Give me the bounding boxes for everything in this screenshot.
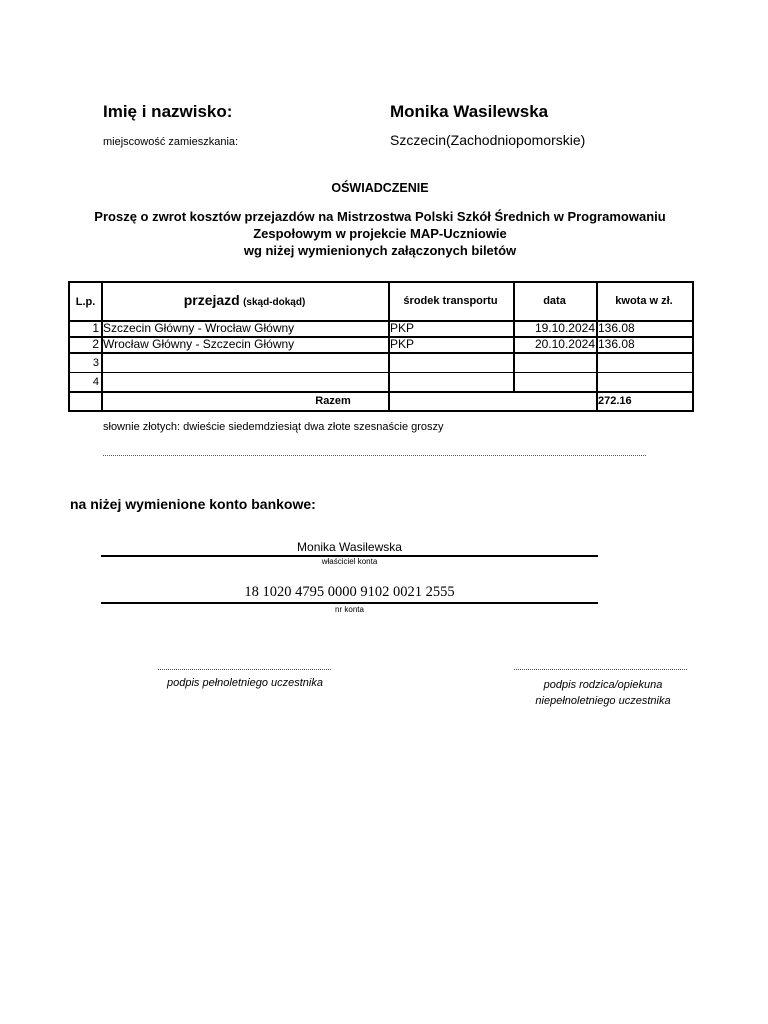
city-value: Szczecin(Zachodniopomorskie) bbox=[390, 132, 586, 148]
total-value: 272.16 bbox=[598, 395, 632, 407]
table-cell-lp: 1 bbox=[92, 321, 99, 335]
table-cell-route: Szczecin Główny - Wrocław Główny bbox=[103, 321, 295, 335]
table-cell-amount: 136.08 bbox=[598, 337, 635, 351]
header-transport: środek transportu bbox=[403, 295, 498, 307]
header-route-main: przejazd bbox=[183, 292, 240, 308]
table-cell-route: Wrocław Główny - Szczecin Główny bbox=[103, 337, 295, 351]
table-cell-transport: PKP bbox=[390, 321, 415, 335]
tickets-table bbox=[68, 281, 694, 412]
header-amount: kwota w zł. bbox=[615, 295, 673, 307]
account-number-value: 18 1020 4795 0000 9102 0021 2555 bbox=[244, 584, 455, 600]
participant-signature-line bbox=[158, 669, 331, 670]
total-label: Razem bbox=[315, 395, 351, 407]
account-owner-caption: właściciel konta bbox=[321, 557, 378, 566]
account-number-caption: nr konta bbox=[335, 605, 364, 614]
table-cell-amount: 136.08 bbox=[598, 321, 635, 335]
header-route-sub: (skąd-dokąd) bbox=[243, 297, 306, 308]
participant-signature-caption: podpis pełnoletniego uczestnika bbox=[167, 677, 323, 689]
intro-line-1: Proszę o zwrot kosztów przejazdów na Mistrzostwa Polski Szkół Średnich w Programowaniu bbox=[94, 209, 666, 224]
table-cell-lp: 2 bbox=[92, 337, 99, 351]
account-number-rule bbox=[101, 602, 598, 604]
table-cell-lp: 4 bbox=[92, 376, 99, 388]
header-lp: L.p. bbox=[75, 296, 96, 308]
header-date: data bbox=[543, 295, 566, 307]
name-value: Monika Wasilewska bbox=[390, 102, 549, 121]
intro-line-3: wg niżej wymienionych załączonych biletów bbox=[243, 243, 517, 258]
guardian-signature-caption bbox=[488, 677, 718, 709]
row-divider bbox=[70, 372, 692, 373]
table-cell-date: 19.10.2024 bbox=[534, 321, 595, 335]
intro-line-2: Zespołowym w projekcie MAP-Uczniowie bbox=[253, 226, 507, 241]
row-divider bbox=[70, 391, 692, 393]
header-route bbox=[101, 292, 388, 308]
table-cell-date: 20.10.2024 bbox=[534, 337, 595, 351]
amount-in-words: słownie złotych: dwieście siedemdziesiąt dwa złote szesnaście groszy bbox=[103, 421, 444, 433]
guardian-signature-line bbox=[514, 669, 687, 670]
name-label: Imię i nazwisko: bbox=[103, 102, 233, 121]
guardian-caption-line-2: niepełnoletniego uczestnika bbox=[535, 695, 671, 707]
table-cell-transport: PKP bbox=[390, 337, 415, 351]
bank-heading: na niżej wymienione konto bankowe: bbox=[70, 496, 316, 512]
row-divider bbox=[70, 352, 692, 354]
statement-intro bbox=[40, 208, 720, 259]
dotted-line bbox=[103, 455, 646, 456]
guardian-caption-line-1: podpis rodzica/opiekuna bbox=[543, 679, 663, 691]
account-owner-value: Monika Wasilewska bbox=[297, 540, 402, 554]
document-title: OŚWIADCZENIE bbox=[331, 181, 429, 195]
table-cell-lp: 3 bbox=[92, 357, 99, 369]
city-label: miejscowość zamieszkania: bbox=[103, 136, 239, 148]
